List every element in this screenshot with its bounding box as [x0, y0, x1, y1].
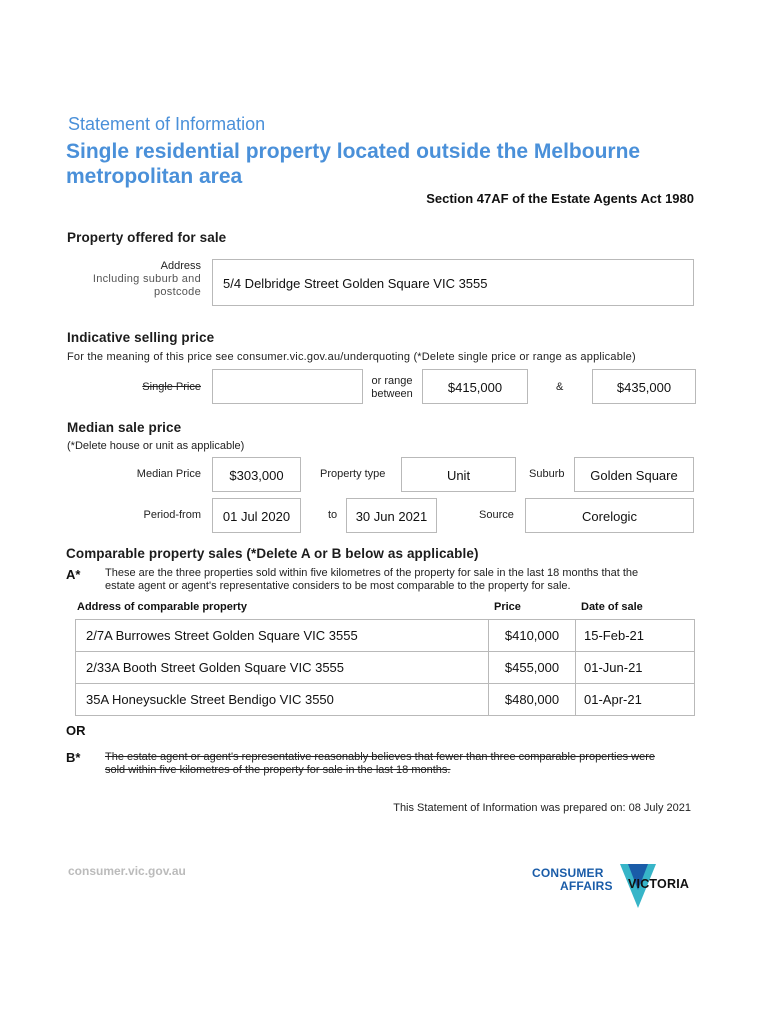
median-price-field[interactable] — [212, 457, 301, 492]
comparable-table — [75, 619, 695, 716]
property-type-label: Property type — [320, 468, 386, 480]
option-a-text-line-2: estate agent or agent's representative considers to be most comparable to the property for sale. — [105, 580, 571, 592]
option-b-text-line-2: sold within five kilometres of the property for sale in the last 18 months. — [105, 764, 451, 776]
doc-title-line-2: metropolitan area — [66, 165, 243, 188]
comparable-price: $480,000 — [489, 684, 576, 716]
single-price-field[interactable] — [212, 369, 363, 404]
period-to-label: to — [328, 509, 338, 521]
property-type-field[interactable] — [401, 457, 516, 492]
doc-kicker: Statement of Information — [68, 114, 266, 134]
median-price-value: $303,000 — [229, 468, 284, 483]
address-label-sub-1: Including suburb and — [92, 273, 201, 285]
logo-text-affairs: AFFAIRS — [560, 879, 613, 893]
address-value: 5/4 Delbridge Street Golden Square VIC 3555 — [223, 276, 488, 291]
range-low-field[interactable] — [422, 369, 528, 404]
act-reference: Section 47AF of the Estate Agents Act 1980 — [426, 191, 694, 206]
address-label-main: Address — [160, 260, 201, 272]
property-section-title: Property offered for sale — [67, 230, 227, 245]
col-header-address: Address of comparable property — [77, 601, 247, 613]
footer-website[interactable]: consumer.vic.gov.au — [68, 864, 186, 878]
source-value: Corelogic — [582, 509, 637, 524]
option-a-text-line-1: These are the three properties sold within five kilometres of the property for sale in the last 18 months that the — [105, 567, 639, 579]
comparable-address: 2/33A Booth Street Golden Square VIC 3555 — [76, 652, 489, 684]
period-from-field[interactable] — [212, 498, 301, 533]
single-price-label: Single Price — [142, 381, 201, 393]
comparable-date: 01-Apr-21 — [576, 684, 695, 716]
logo-text-victoria: VICTORIA — [628, 877, 690, 891]
range-label-line-1: or range — [371, 375, 413, 387]
prepared-date: This Statement of Information was prepared on: 08 July 2021 — [393, 802, 691, 814]
comparable-date: 15-Feb-21 — [576, 620, 695, 652]
option-b-text — [105, 751, 705, 777]
range-label-line-2: between — [371, 388, 413, 400]
comparable-address: 2/7A Burrowes Street Golden Square VIC 3555 — [76, 620, 489, 652]
range-low-value: $415,000 — [447, 380, 503, 395]
address-field[interactable] — [212, 259, 694, 306]
suburb-field[interactable] — [574, 457, 694, 492]
range-high-value: $435,000 — [616, 380, 672, 395]
table-row — [76, 652, 695, 684]
suburb-value: Golden Square — [590, 468, 678, 483]
table-row — [76, 620, 695, 652]
option-b-marker: B* — [66, 750, 81, 765]
period-to-value: 30 Jun 2021 — [355, 509, 428, 524]
source-label: Source — [479, 509, 514, 521]
or-label: OR — [66, 723, 86, 738]
comparable-price: $410,000 — [489, 620, 576, 652]
doc-title — [66, 139, 706, 189]
address-label — [70, 260, 201, 299]
consumer-affairs-victoria-logo — [530, 860, 700, 912]
source-field[interactable] — [525, 498, 694, 533]
range-high-field[interactable] — [592, 369, 696, 404]
period-to-field[interactable] — [346, 498, 437, 533]
table-row — [76, 684, 695, 716]
indicative-section-title: Indicative selling price — [67, 330, 215, 345]
option-a-marker: A* — [66, 567, 81, 582]
median-note: (*Delete house or unit as applicable) — [67, 440, 245, 452]
option-b-text-line-1: The estate agent or agent's representative reasonably believes that fewer than three comparable properties were — [105, 751, 655, 763]
indicative-note: For the meaning of this price see consumer.vic.gov.au/underquoting (*Delete single price or range as applicable) — [67, 351, 636, 363]
median-section-title: Median sale price — [67, 420, 182, 435]
range-ampersand: & — [556, 381, 564, 393]
period-from-label: Period-from — [143, 509, 201, 521]
col-header-date: Date of sale — [581, 601, 643, 613]
comparable-date: 01-Jun-21 — [576, 652, 695, 684]
option-a-text — [105, 567, 695, 593]
comparable-section-title: Comparable property sales (*Delete A or B below as applicable) — [66, 546, 479, 561]
comparable-price: $455,000 — [489, 652, 576, 684]
suburb-label: Suburb — [529, 468, 565, 480]
range-label — [363, 375, 421, 401]
comparable-address: 35A Honeysuckle Street Bendigo VIC 3550 — [76, 684, 489, 716]
logo-text-consumer: CONSUMER — [532, 866, 604, 880]
property-type-value: Unit — [446, 468, 471, 483]
address-label-sub-2: postcode — [153, 286, 201, 298]
median-price-label: Median Price — [136, 468, 201, 480]
period-from-value: 01 Jul 2020 — [222, 509, 291, 524]
col-header-price: Price — [494, 601, 521, 613]
doc-title-line-1: Single residential property located outside the Melbourne — [66, 140, 641, 163]
